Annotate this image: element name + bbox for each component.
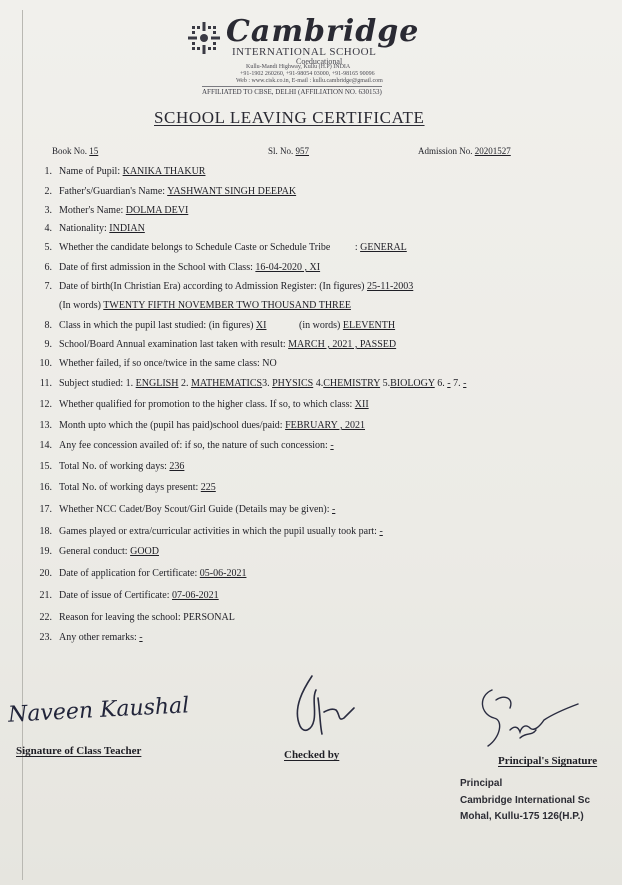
item-caste xyxy=(30,242,407,253)
item-number: 20. xyxy=(39,568,52,579)
item-value: - xyxy=(332,504,336,515)
item-label: Reason for leaving the school: xyxy=(59,612,181,623)
item-promotion xyxy=(30,399,369,410)
subject-num-3: 3. xyxy=(262,378,270,389)
subject-num-2: 2. xyxy=(180,378,189,389)
school-subtitle: INTERNATIONAL SCHOOL xyxy=(232,46,377,58)
item-value: 05-06-2021 xyxy=(199,568,247,579)
school-affiliation: AFFILIATED TO CBSE, DELHI (AFFILIATION NO. 630153) xyxy=(202,88,382,96)
item-label: Date of issue of Certificate: xyxy=(59,590,170,601)
item-nationality xyxy=(30,223,145,234)
item-failed xyxy=(30,358,277,369)
item-dob-words xyxy=(30,300,351,311)
item-last-exam xyxy=(30,339,396,350)
subject-num-5: 5. xyxy=(382,378,391,389)
item-number: 23. xyxy=(39,632,52,643)
item-ncc xyxy=(30,504,335,515)
item-number: 1. xyxy=(44,166,52,177)
item-number: 4. xyxy=(44,223,52,234)
checked-by-signature-icon xyxy=(282,668,362,748)
item-value: GOOD xyxy=(130,546,159,557)
item-conduct xyxy=(30,546,159,557)
item-value: GENERAL xyxy=(360,242,407,253)
school-phones: +91-1902 260260, +91-98054 03000, +91-98165 90096 xyxy=(240,71,375,77)
item-value: DOLMA DEVI xyxy=(125,205,189,216)
item-value: 236 xyxy=(169,461,185,472)
admission-number xyxy=(418,146,511,156)
item-number: 13. xyxy=(39,420,52,431)
item-label: Date of birth(In Christian Era) according to Admission Register: (In figures) xyxy=(59,281,365,292)
item-number: 12. xyxy=(39,399,52,410)
class-teacher-label: Signature of Class Teacher xyxy=(16,745,142,757)
item-number: 6. xyxy=(44,262,52,273)
book-number xyxy=(52,146,98,156)
item-label: Class in which the pupil last studied: (in figures) xyxy=(59,320,254,331)
subject-num-4: 4. xyxy=(315,378,324,389)
item-value: - xyxy=(139,632,143,643)
item-value: YASHWANT SINGH DEEPAK xyxy=(167,186,297,197)
book-label: Book No. xyxy=(52,146,88,156)
item-label: Any fee concession availed of: if so, the nature of such concession: xyxy=(59,440,328,451)
stamp-principal: Principal xyxy=(460,778,503,789)
item-number: 14. xyxy=(39,440,52,451)
item-label: Date of application for Certificate: xyxy=(59,568,198,579)
item-label-words: (in words) xyxy=(298,320,341,331)
item-working-days xyxy=(30,461,184,472)
stamp-address: Mohal, Kullu-175 126(H.P.) xyxy=(460,811,584,822)
item-value: - xyxy=(330,440,334,451)
item-value: XI xyxy=(255,320,267,331)
item-number: 10. xyxy=(39,358,52,369)
item-number: 7. xyxy=(44,281,52,292)
school-address: Kullu-Mandi Highway, Kullu (H.P) INDIA xyxy=(246,64,351,70)
item-issue-date xyxy=(30,590,219,601)
item-last-class xyxy=(30,320,395,331)
sl-label: Sl. No. xyxy=(268,146,294,156)
serial-number xyxy=(268,146,309,156)
item-value: XII xyxy=(354,399,369,410)
item-days-present xyxy=(30,482,216,493)
item-label: Mother's Name: xyxy=(59,205,124,216)
item-value: MARCH , 2021 , PASSED xyxy=(288,339,397,350)
subject-num-7: 7. xyxy=(453,378,461,389)
item-value: FEBRUARY , 2021 xyxy=(285,420,366,431)
item-label: Date of first admission in the School with Class: xyxy=(59,262,253,273)
item-value-words: ELEVENTH xyxy=(342,320,396,331)
item-value: KANIKA THAKUR xyxy=(122,166,206,177)
checked-by-label: Checked by xyxy=(284,749,340,761)
item-number: 3. xyxy=(44,205,52,216)
item-label: Any other remarks: xyxy=(59,632,137,643)
subject-5: BIOLOGY xyxy=(390,378,435,389)
item-number: 8. xyxy=(44,320,52,331)
item-number: 18. xyxy=(39,526,52,537)
principal-signature-label: Principal's Signature xyxy=(498,755,598,767)
school-emblem-icon xyxy=(186,20,222,56)
subject-6: - xyxy=(447,378,451,389)
admission-label: Admission No. xyxy=(418,146,473,156)
subject-7: - xyxy=(463,378,467,389)
item-label: School/Board Annual examination last taken with result: xyxy=(59,339,286,350)
item-label: Name of Pupil: xyxy=(59,166,121,177)
item-label: Nationality: xyxy=(59,223,107,234)
item-application-date xyxy=(30,568,246,579)
item-first-admission xyxy=(30,262,320,273)
item-number: 22. xyxy=(39,612,52,623)
subject-2: MATHEMATICS xyxy=(190,378,263,389)
item-label: Whether NCC Cadet/Boy Scout/Girl Guide (Details may be given): xyxy=(59,504,330,515)
item-label: Total No. of working days: xyxy=(59,461,167,472)
item-value: NO xyxy=(262,358,277,369)
item-number: 17. xyxy=(39,504,52,515)
item-value: 07-06-2021 xyxy=(172,590,219,601)
subject-1: ENGLISH xyxy=(135,378,179,389)
item-games xyxy=(30,526,383,537)
subject-3: PHYSICS xyxy=(272,378,314,389)
item-remarks xyxy=(30,632,143,643)
item-value: PERSONAL xyxy=(183,612,235,623)
item-label: Whether failed, if so once/twice in the same class: xyxy=(59,358,260,369)
item-number: 21. xyxy=(39,590,52,601)
item-number: 11. xyxy=(39,378,52,389)
item-label: Total No. of working days present: xyxy=(59,482,199,493)
item-number: 9. xyxy=(44,339,52,350)
subject-num-6: 6. xyxy=(437,378,445,389)
item-label: (In words) xyxy=(59,300,101,311)
item-value: 16-04-2020 , XI xyxy=(255,262,321,273)
item-value: - xyxy=(379,526,383,537)
item-number: 15. xyxy=(39,461,52,472)
item-subjects xyxy=(30,378,466,389)
item-label: General conduct: xyxy=(59,546,128,557)
item-label: Month upto which the (pupil has paid)school dues/paid: xyxy=(59,420,283,431)
item-number: 19. xyxy=(39,546,52,557)
item-dues-paid xyxy=(30,420,365,431)
book-value: 15 xyxy=(89,146,99,156)
admission-value: 20201527 xyxy=(474,146,511,156)
subject-4: CHEMISTRY xyxy=(323,378,381,389)
item-pupil-name xyxy=(30,166,205,177)
stamp-school: Cambridge International Sc xyxy=(460,795,591,806)
item-value: 25-11-2003 xyxy=(366,281,414,292)
item-label: Whether qualified for promotion to the higher class. If so, to which class: xyxy=(59,399,353,410)
item-value: INDIAN xyxy=(109,223,145,234)
school-name: Cambridge xyxy=(226,14,420,49)
item-leaving-reason xyxy=(30,612,235,623)
item-colon: : xyxy=(354,242,358,253)
principal-signature-icon xyxy=(470,680,590,755)
item-father-name xyxy=(30,186,296,197)
sl-value: 957 xyxy=(295,146,310,156)
school-web: Web : www.cisk.co.in, E-mail : kullu.cambridge@gmail.com xyxy=(236,78,383,84)
item-value: 225 xyxy=(200,482,216,493)
item-number: 2. xyxy=(44,186,52,197)
item-dob-figures xyxy=(30,281,413,292)
item-label: Father's/Guardian's Name: xyxy=(59,186,166,197)
class-teacher-signature: Naveen Kaushal xyxy=(7,693,190,728)
item-fee-concession xyxy=(30,440,334,451)
item-number: 5. xyxy=(44,242,52,253)
item-value: TWENTY FIFTH NOVEMBER TWO THOUSAND THREE xyxy=(103,300,351,311)
item-mother-name xyxy=(30,205,188,216)
item-label: Games played or extra/curricular activities in which the pupil usually took part: xyxy=(59,526,377,537)
item-number: 16. xyxy=(39,482,52,493)
item-label: Subject studied: 1. xyxy=(59,378,134,389)
certificate-title: SCHOOL LEAVING CERTIFICATE xyxy=(154,108,425,127)
school-coeducational: Coeducational xyxy=(296,57,343,66)
item-label: Whether the candidate belongs to Schedule Caste or Schedule Tribe xyxy=(59,242,331,253)
